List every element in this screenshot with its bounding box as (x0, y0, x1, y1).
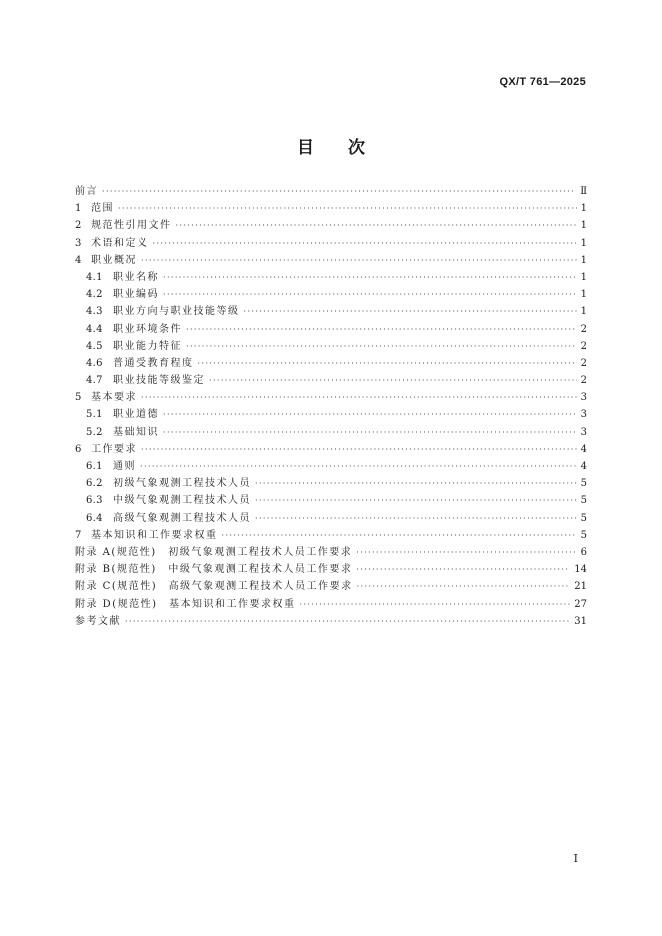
dot-leader (255, 510, 577, 527)
dot-leader (300, 596, 571, 613)
toc-entry-number: 4.2 (86, 289, 103, 301)
dot-leader (255, 492, 577, 509)
standard-code: QX/T 761—2025 (499, 76, 586, 88)
table-of-contents (75, 183, 587, 630)
toc-title (0, 133, 662, 158)
toc-entry-page: 3 (580, 426, 587, 438)
toc-entry-label: 职业名称 (113, 271, 159, 283)
toc-entry-number: 6.4 (86, 512, 103, 524)
toc-entry-label: 基础知识 (113, 426, 159, 438)
toc-entry-number: 1 (75, 203, 82, 215)
dot-leader (357, 578, 571, 595)
dot-leader (141, 441, 577, 458)
toc-title-left: 目 (297, 138, 314, 158)
toc-entry-page: 4 (580, 461, 587, 472)
toc-entry-label: 范围 (91, 203, 114, 215)
dot-leader (163, 286, 577, 303)
dot-leader (153, 235, 577, 252)
toc-entry-number: 4 (75, 254, 82, 266)
toc-entry[interactable] (75, 458, 587, 475)
toc-entry-label: 附录 D(规范性) 基本知识和工作要求权重 (75, 598, 296, 610)
toc-entry[interactable] (75, 200, 587, 217)
dot-leader (356, 561, 570, 578)
toc-entry[interactable] (75, 372, 587, 389)
toc-entry-number: 4.5 (86, 340, 103, 352)
toc-entry-page: 3 (580, 409, 587, 421)
toc-entry-number: 6.2 (86, 478, 103, 490)
toc-entry[interactable] (75, 286, 587, 303)
dot-leader (244, 303, 577, 320)
toc-entry-label: 职业能力特征 (113, 340, 182, 352)
toc-entry-label: 参考文献 (75, 615, 121, 627)
toc-entry[interactable] (75, 424, 587, 441)
toc-entry-page: 1 (580, 271, 587, 283)
toc-entry[interactable] (75, 303, 587, 320)
dot-leader (198, 355, 577, 372)
toc-entry-page: 2 (580, 340, 587, 352)
toc-entry-page: 1 (580, 203, 587, 215)
toc-entry-page: 5 (580, 478, 587, 490)
toc-entry-page: 27 (574, 598, 587, 610)
toc-entry-label: 职业概况 (91, 254, 137, 266)
toc-entry-page: 5 (580, 495, 587, 507)
toc-entry-page: 21 (574, 581, 587, 593)
toc-entry-page: 5 (580, 512, 587, 524)
dot-leader (102, 183, 576, 200)
toc-entry[interactable] (75, 578, 587, 595)
toc-entry[interactable] (75, 338, 587, 355)
toc-entry-number: 6 (75, 443, 82, 455)
toc-entry[interactable] (75, 544, 587, 561)
toc-entry-label: 职业方向与职业技能等级 (113, 306, 240, 318)
toc-entry-page: 2 (580, 357, 587, 369)
toc-entry-page: 6 (580, 546, 587, 558)
toc-entry-page: 1 (580, 237, 587, 249)
dot-leader (255, 475, 577, 492)
toc-entry-label: 基本要求 (91, 392, 137, 404)
toc-entry[interactable] (75, 510, 587, 527)
toc-title-right: 次 (348, 138, 365, 158)
dot-leader (163, 424, 577, 441)
toc-entry-number: 7 (75, 529, 82, 541)
dot-leader (222, 527, 577, 544)
toc-entry-page: 14 (574, 564, 587, 576)
toc-entry-label: 初级气象观测工程技术人员 (113, 478, 251, 490)
dot-leader (186, 338, 577, 355)
toc-entry-label: 工作要求 (91, 443, 137, 455)
dot-leader (118, 200, 577, 217)
toc-entry-number: 5 (75, 392, 82, 404)
toc-entry-number: 4.6 (86, 357, 103, 369)
toc-entry-label: 普通受教育程度 (113, 357, 194, 369)
toc-entry-number: 4.7 (86, 375, 103, 387)
toc-entry-label: 附录 B(规范性) 中级气象观测工程技术人员工作要求 (75, 564, 353, 576)
toc-entry-label: 高级气象观测工程技术人员 (113, 512, 251, 524)
toc-entry-page: 1 (580, 306, 587, 318)
toc-entry[interactable] (75, 613, 587, 630)
toc-entry-number: 4.1 (86, 271, 103, 283)
toc-entry-label: 附录 C(规范性) 高级气象观测工程技术人员工作要求 (75, 581, 353, 593)
toc-entry-label: 基本知识和工作要求权重 (91, 529, 218, 541)
toc-entry-page: 31 (574, 615, 587, 627)
toc-entry-page: 3 (580, 392, 587, 404)
toc-entry[interactable] (75, 235, 587, 252)
toc-entry-label: 术语和定义 (91, 237, 149, 249)
dot-leader (141, 389, 577, 406)
toc-entry-label: 前言 (75, 186, 98, 197)
toc-entry-number: 5.1 (86, 409, 103, 421)
toc-entry[interactable] (75, 492, 587, 509)
toc-entry-number: 6.1 (86, 461, 103, 472)
toc-entry-page: 5 (580, 529, 587, 541)
toc-entry[interactable] (75, 596, 587, 613)
toc-entry-page: 1 (580, 289, 587, 301)
toc-entry-number: 6.3 (86, 495, 103, 507)
dot-leader (209, 372, 577, 389)
toc-entry[interactable] (75, 561, 587, 578)
toc-entry-label: 职业技能等级鉴定 (113, 375, 205, 387)
toc-entry-label: 附录 A(规范性) 初级气象观测工程技术人员工作要求 (75, 546, 353, 558)
toc-entry-label: 职业环境条件 (113, 323, 182, 335)
toc-entry[interactable] (75, 183, 587, 200)
toc-entry[interactable] (75, 441, 587, 458)
toc-entry-page: 2 (580, 375, 587, 387)
toc-entry[interactable] (75, 269, 587, 286)
page-number: Ⅰ (573, 852, 578, 865)
toc-entry-label: 通则 (113, 461, 136, 472)
toc-entry-label: 规范性引用文件 (91, 220, 172, 232)
toc-entry[interactable] (75, 355, 587, 372)
toc-entry-page: Ⅱ (580, 186, 587, 197)
toc-entry-number: 5.2 (86, 426, 103, 438)
toc-entry[interactable] (75, 321, 587, 338)
dot-leader (125, 613, 570, 630)
toc-entry[interactable] (75, 389, 587, 406)
toc-entry-label: 中级气象观测工程技术人员 (113, 495, 251, 507)
toc-entry-page: 1 (580, 220, 587, 232)
toc-entry-label: 职业编码 (113, 289, 159, 301)
toc-entry[interactable] (75, 252, 587, 269)
toc-entry-number: 4.4 (86, 323, 103, 335)
dot-leader (163, 269, 577, 286)
toc-entry-number: 3 (75, 237, 82, 249)
dot-leader (356, 544, 576, 561)
dot-leader (141, 252, 577, 269)
toc-entry[interactable] (75, 217, 587, 234)
toc-entry[interactable] (75, 475, 587, 492)
dot-leader (186, 321, 577, 338)
toc-entry-page: 1 (580, 254, 587, 266)
toc-entry-page: 2 (580, 323, 587, 335)
dot-leader (163, 406, 577, 423)
toc-entry-number: 4.3 (86, 306, 103, 318)
toc-entry[interactable] (75, 527, 587, 544)
toc-entry-label: 职业道德 (113, 409, 159, 421)
dot-leader (176, 217, 577, 234)
dot-leader (140, 458, 577, 475)
toc-entry[interactable] (75, 406, 587, 423)
toc-entry-page: 4 (580, 443, 587, 455)
toc-entry-number: 2 (75, 220, 82, 232)
